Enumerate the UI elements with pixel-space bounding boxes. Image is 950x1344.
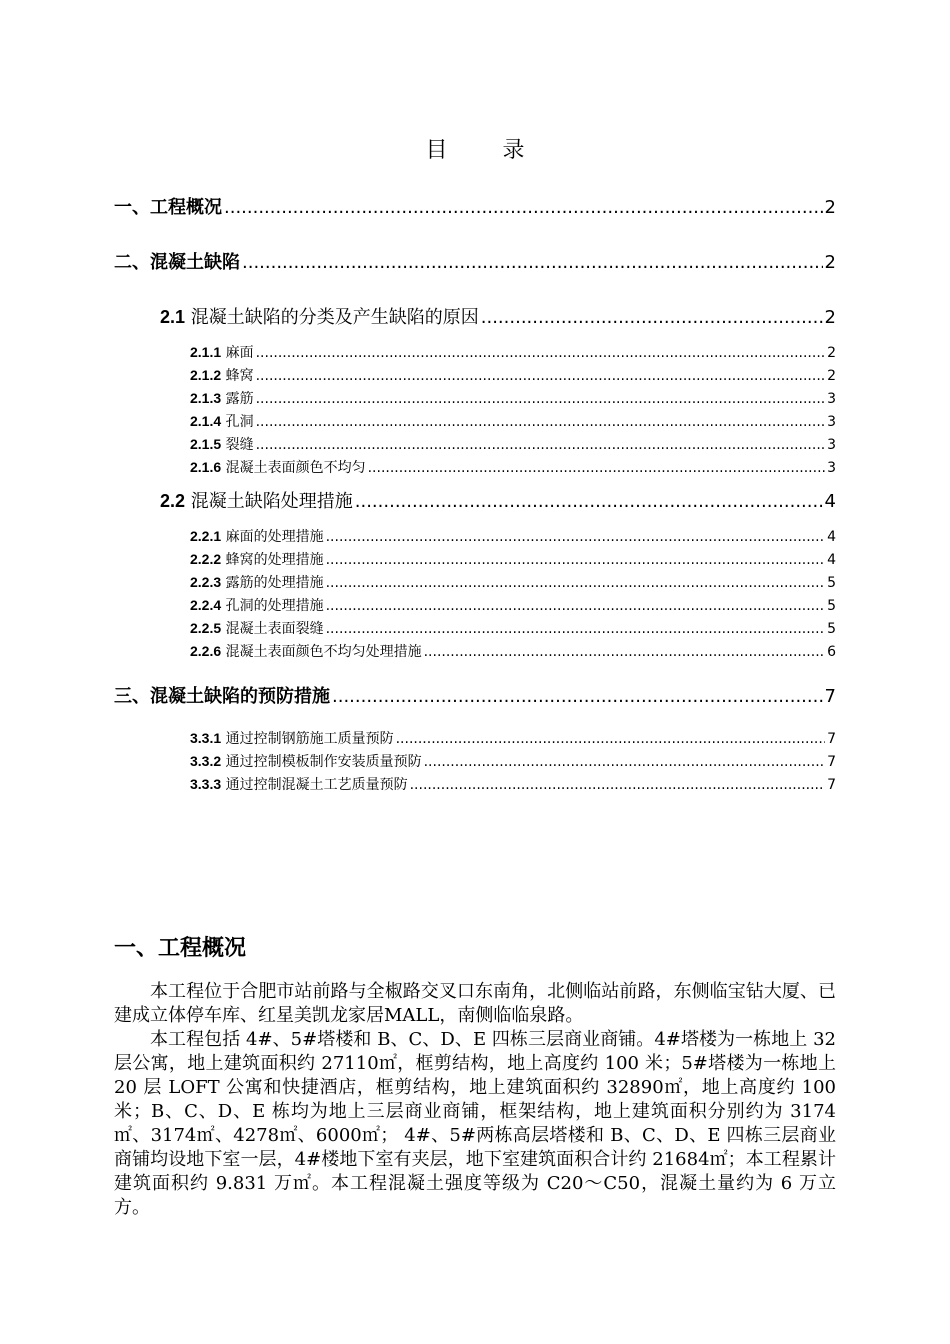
toc-entry-text: 露筋的处理措施	[225, 575, 324, 591]
dot-leader	[256, 435, 825, 455]
dot-leader	[481, 305, 823, 331]
toc-entry[interactable]	[160, 488, 836, 515]
toc-entry-number: 3.3.3	[190, 776, 222, 792]
toc-entry-number: 3.3.1	[190, 730, 222, 746]
toc-entry-number: 2.1.4	[190, 413, 222, 429]
toc-entry[interactable]	[190, 365, 836, 386]
toc-entry[interactable]	[190, 434, 836, 455]
toc-entry-text: 孔洞的处理措施	[225, 598, 324, 614]
toc-entry-number: 3.3.2	[190, 753, 222, 769]
toc-entry-text: 通过控制混凝土工艺质量预防	[225, 777, 408, 793]
toc-page-number: 7	[827, 777, 836, 793]
toc-page-number: 2	[824, 252, 836, 273]
toc-entry-text: 混凝土缺陷的预防措施	[150, 686, 330, 707]
toc-entry-number: 2.1	[160, 307, 186, 327]
toc-page-number: 3	[827, 414, 836, 430]
dot-leader	[424, 752, 825, 772]
toc-page-number: 5	[827, 598, 836, 614]
toc-entry-text: 蜂窝的处理措施	[225, 552, 324, 568]
toc-page-number: 4	[827, 552, 836, 568]
dot-leader	[224, 195, 823, 221]
toc-entry-text: 通过控制钢筋施工质量预防	[225, 731, 394, 747]
toc-page-number: 6	[827, 644, 836, 660]
toc-page-number: 3	[827, 460, 836, 476]
dot-leader	[326, 596, 825, 616]
toc-entry-number: 2.2	[160, 491, 186, 511]
toc-entry-text: 混凝土表面颜色不均匀	[225, 460, 366, 476]
toc-entry[interactable]	[190, 549, 836, 570]
toc-page-number: 2	[827, 368, 836, 384]
paragraph: 本工程位于合肥市站前路与全椒路交叉口东南角，北侧临站前路，东侧临宝钻大厦、已建成立体停车库、红星美凯龙家居MALL，南侧临临泉路。	[114, 981, 836, 1026]
dot-leader	[256, 412, 825, 432]
toc-entry-number: 2.2.5	[190, 620, 222, 636]
dot-leader	[368, 458, 825, 478]
paragraph: 本工程包括 4#、5#塔楼和 B、C、D、E 四栋三层商业商铺。4#塔楼为一栋地上 32 层公寓，地上建筑面积约 27110㎡，框剪结构，地上高度约 100 米；5#塔楼为一栋地上 20 层 LOFT 公寓和快捷酒店，框剪结构，地上建筑面积约 32890㎡，地上高度约 100 米；B、C、D、E 栋均为地上三层商业商铺，框架结构，地上建筑面积分别约为 3174㎡、3174㎡、4278㎡、6000㎡； 4#、5#两栋高层塔楼和 B、C、D、E 四栋三层商业商铺均设地下室一层，4#楼地下室有夹层，地下室建筑面积合计约 21684㎡；本工程累计建筑面积约 9.831 万㎡。本工程混凝土强度等级为 C20～C50，混凝土量约为 6 万立方。	[114, 1029, 836, 1218]
toc-entry-number: 2.2.6	[190, 643, 222, 659]
dot-leader	[355, 489, 823, 515]
toc-entry[interactable]	[190, 388, 836, 409]
toc-entry[interactable]	[190, 457, 836, 478]
toc-page-number: 7	[827, 754, 836, 770]
toc-entry[interactable]	[190, 526, 836, 547]
toc-entry-number: 2.1.3	[190, 390, 222, 406]
toc-entry-number: 2.2.4	[190, 597, 222, 613]
toc-page-number: 3	[827, 391, 836, 407]
toc-entry[interactable]	[190, 595, 836, 616]
toc-entry-label	[114, 194, 222, 221]
toc-entry[interactable]	[190, 411, 836, 432]
toc-entry[interactable]	[190, 572, 836, 593]
toc-entry[interactable]	[160, 304, 836, 331]
toc-page-number: 2	[824, 197, 836, 218]
dot-leader	[326, 527, 825, 547]
toc-entry-label	[190, 751, 422, 772]
toc-entry-label	[190, 774, 408, 795]
toc-entry-number: 二、	[114, 252, 150, 272]
toc-entry-number: 2.2.1	[190, 528, 222, 544]
toc-entry-text: 混凝土表面颜色不均匀处理措施	[225, 644, 422, 660]
dot-leader	[326, 573, 825, 593]
toc-entry[interactable]	[114, 194, 836, 221]
toc-entry-label	[190, 549, 324, 570]
dot-leader	[424, 642, 825, 662]
toc-entry-label	[190, 572, 324, 593]
toc-entry-label	[190, 342, 254, 363]
toc-entry-label	[190, 728, 394, 749]
dot-leader	[410, 775, 825, 795]
toc-page-number: 4	[827, 529, 836, 545]
toc-entry[interactable]	[190, 751, 836, 772]
toc-entry-text: 蜂窝	[225, 368, 254, 384]
toc-entry-text: 混凝土表面裂缝	[225, 621, 324, 637]
dot-leader	[326, 550, 825, 570]
toc-entry-label	[190, 365, 254, 386]
toc-entry-label	[190, 411, 254, 432]
toc-entry[interactable]	[190, 774, 836, 795]
toc-page-number: 7	[827, 731, 836, 747]
toc-page-number: 5	[827, 575, 836, 591]
toc-entry-text: 孔洞	[225, 414, 254, 430]
toc-entry-text: 通过控制模板制作安装质量预防	[225, 754, 422, 770]
dot-leader	[396, 729, 825, 749]
toc-entry-text: 工程概况	[150, 197, 222, 218]
toc-entry-label	[190, 595, 324, 616]
dot-leader	[326, 619, 825, 639]
toc-entry-text: 混凝土缺陷处理措施	[190, 491, 353, 512]
toc-entry-label	[190, 641, 422, 662]
toc-entry-label	[190, 618, 324, 639]
section-body	[114, 980, 836, 1220]
toc-entry-label	[190, 457, 366, 478]
toc-entry-number: 2.1.2	[190, 367, 222, 383]
toc-page-number: 4	[824, 491, 836, 512]
toc-entry-label	[190, 434, 254, 455]
toc-page-number: 2	[824, 307, 836, 328]
toc-entry-text: 混凝土缺陷的分类及产生缺陷的原因	[190, 307, 479, 328]
toc-entry[interactable]	[190, 342, 836, 363]
dot-leader	[332, 684, 823, 710]
toc-entry-text: 裂缝	[225, 437, 254, 453]
toc-entry-label	[160, 304, 479, 331]
toc-page-number: 2	[827, 345, 836, 361]
toc-entry[interactable]	[190, 641, 836, 662]
toc-entry-label	[114, 683, 330, 710]
toc-entry-number: 2.1.1	[190, 344, 222, 360]
toc-entry-number: 三、	[114, 686, 150, 706]
toc-entry-number: 2.2.2	[190, 551, 222, 567]
dot-leader	[242, 250, 823, 276]
toc-entry-number: 2.2.3	[190, 574, 222, 590]
toc-entry-label	[160, 488, 353, 515]
toc-entry[interactable]	[114, 249, 836, 276]
toc-entry-label	[190, 388, 254, 409]
toc-entry-text: 麻面的处理措施	[225, 529, 324, 545]
toc-entry[interactable]	[190, 728, 836, 749]
toc-entry[interactable]	[190, 618, 836, 639]
toc-entry-number: 2.1.6	[190, 459, 222, 475]
dot-leader	[256, 366, 825, 386]
toc-entry-text: 混凝土缺陷	[150, 252, 240, 273]
toc-entry-label	[114, 249, 240, 276]
toc-entry-text: 露筋	[225, 391, 254, 407]
toc-title: 目 录	[425, 138, 549, 163]
toc-entry[interactable]	[114, 683, 836, 710]
section-heading: 一、工程概况	[114, 936, 247, 961]
toc-entry-number: 2.1.5	[190, 436, 222, 452]
toc-page-number: 5	[827, 621, 836, 637]
dot-leader	[256, 343, 825, 363]
dot-leader	[256, 389, 825, 409]
toc-entry-number: 一、	[114, 197, 150, 217]
toc-entry-label	[190, 526, 324, 547]
toc-page-number: 3	[827, 437, 836, 453]
toc-entry-text: 麻面	[225, 345, 254, 361]
toc-page-number: 7	[824, 686, 836, 707]
